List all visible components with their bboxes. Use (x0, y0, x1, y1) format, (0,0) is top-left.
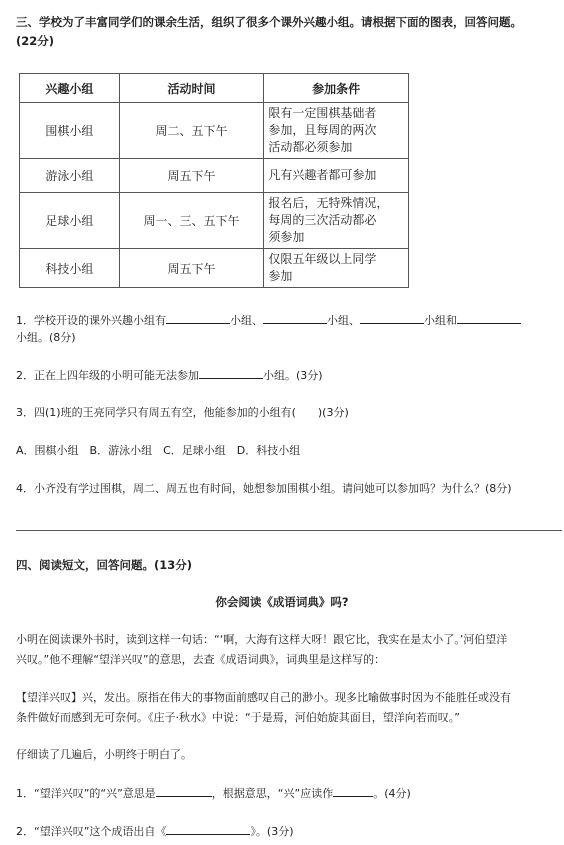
time-cell: 周二、五下午 (119, 103, 264, 159)
table-header-row (20, 74, 409, 103)
q1-suffix: 。(4分) (373, 787, 411, 800)
q1-sep: 小组、 (327, 314, 360, 327)
group-cell: 科技小组 (20, 249, 120, 288)
s4-question-1 (16, 784, 411, 801)
s4-question-2 (16, 822, 294, 839)
q1-prefix: 1．“望洋兴叹”的“兴”意思是 (16, 787, 156, 800)
table-header: 参加条件 (264, 74, 409, 103)
answer-blank[interactable] (263, 311, 327, 324)
passage-paragraph-2-line2: 条件做好而感到无可奈何。《庄子·秋水》中说：“于是焉，河伯始旋其面目，望洋向若而叹。” (16, 711, 460, 724)
section3-heading: 三、学校为了丰富同学们的课余生活，组织了很多个课外兴趣小组。请根据下面的图表，回答问题。 (16, 15, 522, 29)
s3-question-1-line2: 小组。(8分) (16, 331, 76, 344)
q1-sep: 小组和 (424, 314, 457, 327)
q1-prefix: 1．学校开设的课外兴趣小组有 (16, 314, 166, 327)
q1-mid: ，根据意思，“兴”应读作 (211, 787, 334, 800)
table-row (20, 193, 409, 249)
answer-blank[interactable] (333, 784, 373, 797)
condition-line: 仅限五年级以上同学 (268, 252, 377, 266)
q2-suffix: 小组。(3分) (263, 369, 323, 382)
q2-suffix: 》。(3分) (250, 825, 294, 838)
condition-line: 须参加 (268, 230, 305, 244)
answer-blank[interactable] (156, 784, 212, 797)
condition-line: 活动都必须参加 (268, 140, 353, 154)
table-row (20, 103, 409, 159)
q2-prefix: 2．正在上四年级的小明可能无法参加 (16, 369, 199, 382)
s3-question-4: 4．小齐没有学过围棋，周二、周五也有时间，她想参加围棋小组。请问她可以参加吗？为什么？(8分) (16, 482, 512, 495)
condition-cell (264, 193, 409, 249)
answer-blank[interactable] (199, 366, 263, 379)
passage-title: 你会阅读《成语词典》吗? (215, 595, 349, 609)
condition-cell (264, 249, 409, 288)
time-cell: 周五下午 (119, 159, 264, 193)
condition-line: 每周的三次活动都必 (268, 213, 377, 227)
condition-cell (264, 159, 409, 193)
section3-score: (22分) (16, 34, 55, 48)
condition-line: 报名后，无特殊情况， (268, 196, 389, 210)
s3-question-3: 3．四(1)班的王亮同学只有周五有空，他能参加的小组有( )(3分) (16, 406, 349, 419)
answer-blank[interactable] (360, 311, 424, 324)
table-row (20, 159, 409, 193)
group-cell: 围棋小组 (20, 103, 120, 159)
condition-line: 限有一定围棋基础者 (268, 106, 377, 120)
condition-line: 参加，且每周的两次 (268, 123, 377, 137)
s3-question-3-options: A．围棋小组 B．游泳小组 C．足球小组 D．科技小组 (16, 444, 301, 457)
q1-sep: 小组、 (230, 314, 263, 327)
passage-paragraph-1: 小明在阅读课外书时，读到这样一句话：“‘啊，大海有这样大呀！跟它比，我实在是太小了。’河伯望洋 (16, 633, 508, 646)
condition-cell (264, 103, 409, 159)
passage-paragraph-1-line2: 兴叹。”他不理解“望洋兴叹”的意思，去查《成语词典》，词典里是这样写的： (16, 653, 386, 666)
answer-line[interactable] (16, 530, 562, 531)
answer-blank[interactable] (166, 311, 230, 324)
table-header: 兴趣小组 (20, 74, 120, 103)
s3-question-2 (16, 366, 323, 383)
table-header: 活动时间 (119, 74, 264, 103)
condition-line: 凡有兴趣者都可参加 (268, 168, 377, 182)
time-cell: 周一、三、五下午 (119, 193, 264, 249)
section4-heading: 四、阅读短文，回答问题。(13分) (16, 558, 193, 572)
condition-line: 参加 (268, 269, 293, 283)
group-cell: 游泳小组 (20, 159, 120, 193)
interest-groups-table (19, 73, 409, 288)
table-row (20, 249, 409, 288)
passage-paragraph-2: 【望洋兴叹】兴，发出。原指在伟大的事物面前感叹自己的渺小。现多比喻做事时因为不能胜任或没有 (16, 691, 511, 704)
group-cell: 足球小组 (20, 193, 120, 249)
q2-prefix: 2．“望洋兴叹”这个成语出自《 (16, 825, 167, 838)
s3-question-1 (16, 311, 521, 328)
time-cell: 周五下午 (119, 249, 264, 288)
answer-blank[interactable] (457, 311, 521, 324)
passage-paragraph-3: 仔细读了几遍后，小明终于明白了。 (16, 748, 192, 761)
answer-blank[interactable] (166, 822, 250, 835)
